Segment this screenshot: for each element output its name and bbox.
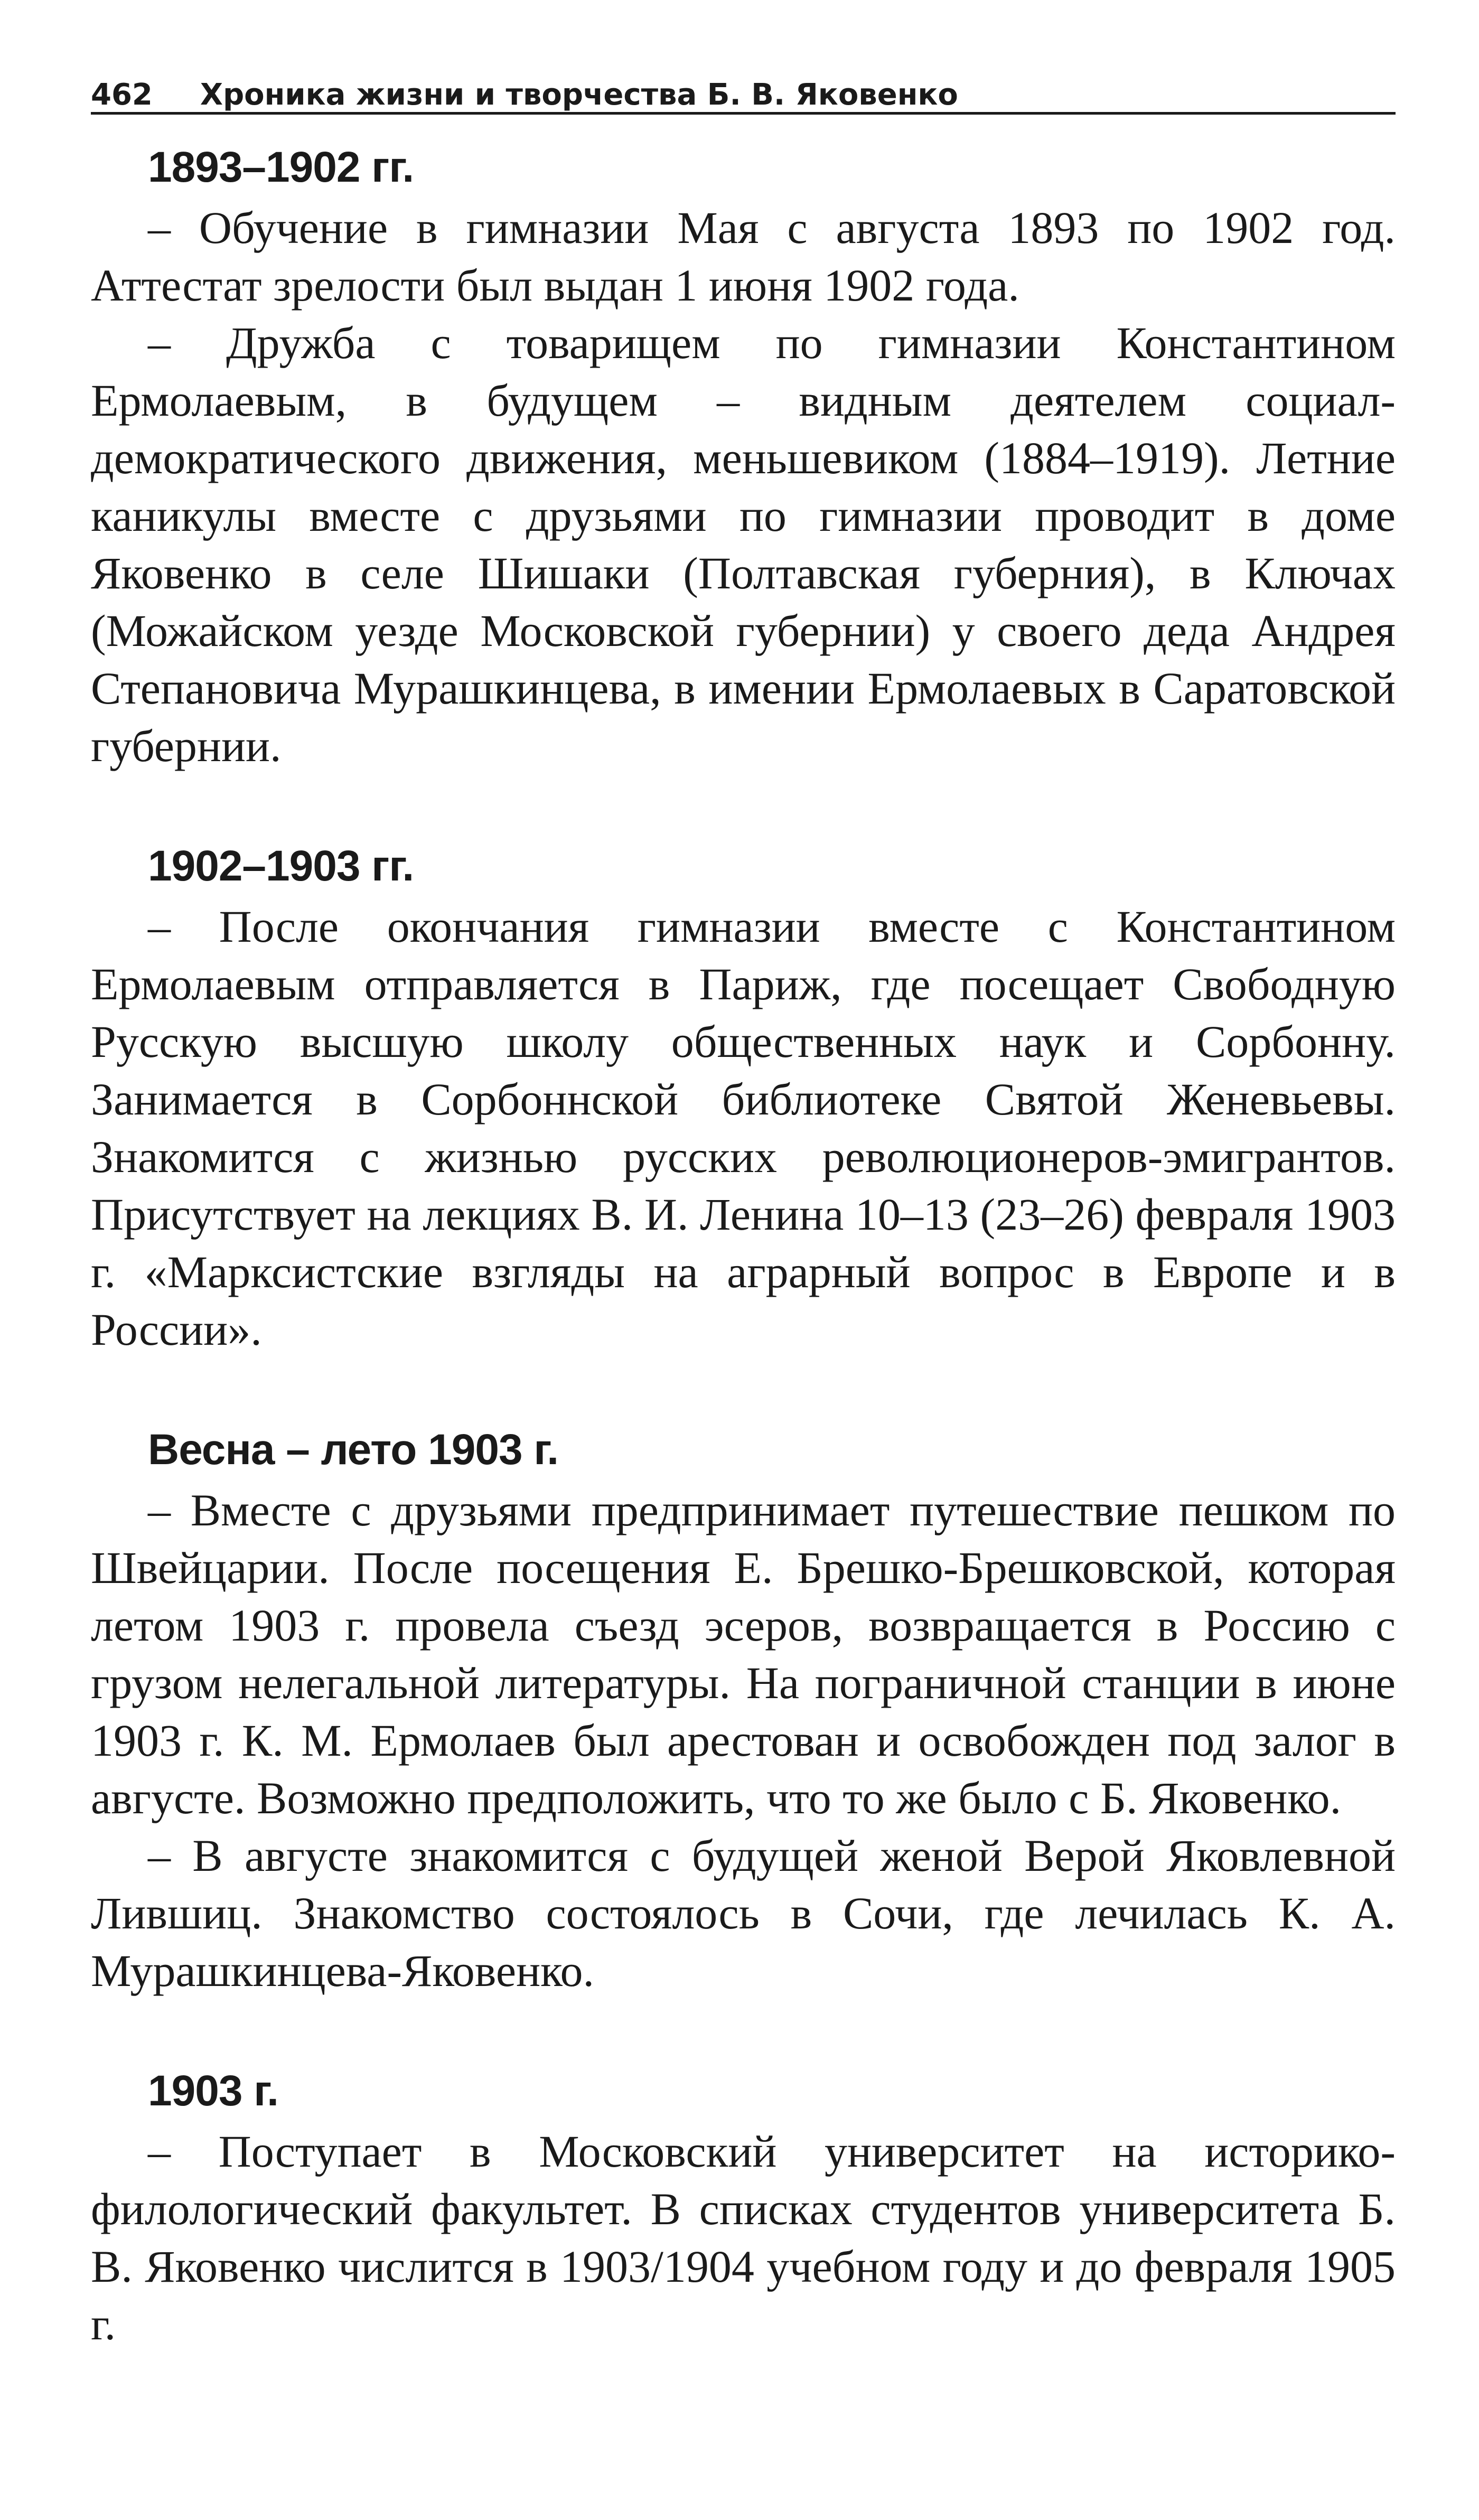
- header-rule: [91, 112, 1396, 115]
- page-body: [91, 138, 1396, 2353]
- paragraph: – Вместе с друзьями предпринимает путешествие пешком по Швейцарии. После посещения Е. Брешко-Брешковской, которая летом 1903 г. провела съезд эсеров, возвращается в Россию с грузом нелегальной литературы. На пограничной станции в июне 1903 г. К. М. Ермолаев был арестован и освобожден под залог в августе. Возможно предположить, что то же было с Б. Яковенко.: [91, 1485, 1396, 1823]
- running-head: [91, 74, 1396, 116]
- section-1903: [91, 2062, 1396, 2353]
- running-title: Хроника жизни и творчества Б. В. Яковенко: [200, 78, 958, 112]
- section-1893-1902: [91, 138, 1396, 775]
- paragraph: – Обучение в гимназии Мая с августа 1893 по 1902 год. Аттестат зрелости был выдан 1 июня 1902 года.: [91, 202, 1396, 311]
- section-heading: 1902–1903 гг.: [148, 842, 414, 890]
- section-heading: 1893–1902 гг.: [148, 143, 414, 191]
- section-heading: 1903 г.: [148, 2067, 278, 2115]
- section-1902-1903: [91, 837, 1396, 1359]
- section-spring-summer-1903: [91, 1421, 1396, 2000]
- paragraph: – После окончания гимназии вместе с Константином Ермолаевым отправляется в Париж, где посещает Свободную Русскую высшую школу общественных наук и Сорбонну. Занимается в Сорбоннской библиотеке Святой Женевьевы. Знакомится с жизнью русских революционеров-эмигрантов. Присутствует на лекциях В. И. Ленина 10–13 (23–26) февраля 1903 г. «Марксистские взгляды на аграрный вопрос в Европе и в России».: [91, 901, 1396, 1355]
- section-heading: Весна – лето 1903 г.: [148, 1426, 559, 1474]
- paragraph: – Дружба с товарищем по гимназии Константином Ермолаевым, в будущем – видным деятелем социал-демократического движения, меньшевиком (1884–1919). Летние каникулы вместе с друзьями по гимназии проводит в доме Яковенко в селе Шишаки (Полтавская губерния), в Ключах (Можайском уезде Московской губернии) у своего деда Андрея Степановича Мурашкинцева, в имении Ермолаевых в Саратовской губернии.: [91, 317, 1396, 771]
- page-number: 462: [91, 78, 153, 112]
- paragraph: – В августе знакомится с будущей женой Верой Яковлевной Лившиц. Знакомство состоялось в Сочи, где лечилась К. А. Мурашкинцева-Яковенко.: [91, 1830, 1396, 1996]
- paragraph: – Поступает в Московский университет на историко-филологический факультет. В списках студентов университета Б. В. Яковенко числится в 1903/1904 учебном году и до февраля 1905 г.: [91, 2126, 1396, 2349]
